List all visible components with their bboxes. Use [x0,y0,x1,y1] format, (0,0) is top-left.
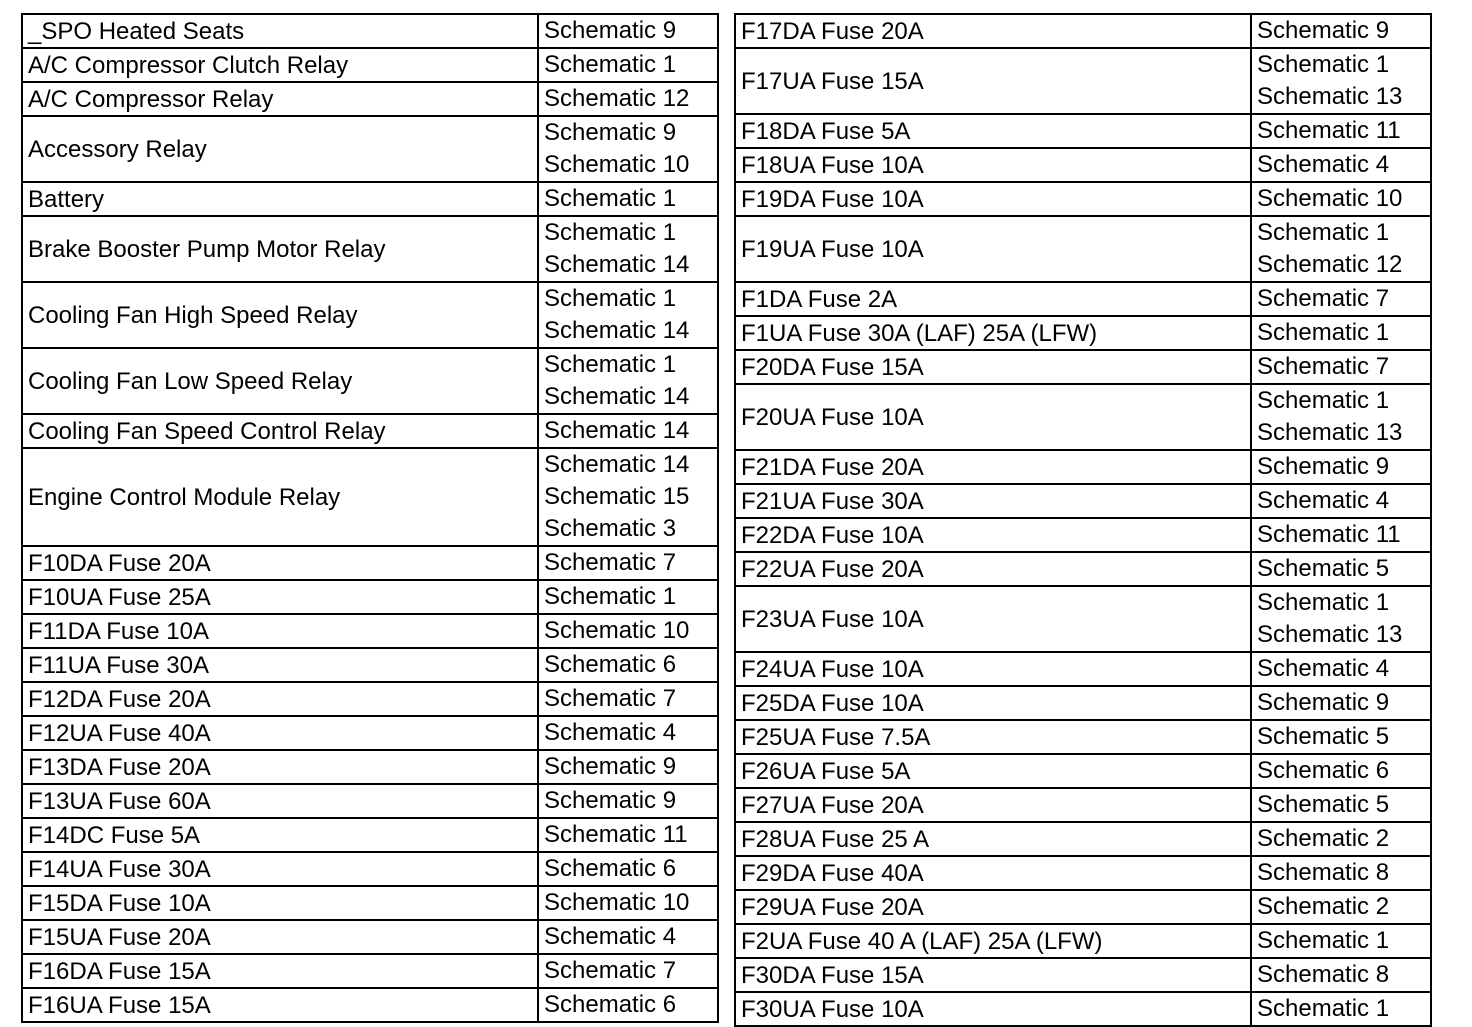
schematic-ref-cell [538,920,718,954]
schematic-ref-cell [1251,484,1431,518]
table-row [735,384,1431,450]
component-name-cell: F14DC Fuse 5A [22,818,538,852]
schematic-ref-cell [538,14,718,48]
schematic-ref: Schematic 3 [544,515,677,542]
schematic-ref: Schematic 1 [1257,589,1390,616]
component-name-cell: F16UA Fuse 15A [22,988,538,1022]
schematic-ref: Schematic 10 [544,617,690,644]
component-name-cell: Battery [22,182,538,216]
schematic-ref-cell [538,648,718,682]
schematic-ref: Schematic 11 [1257,521,1401,548]
schematic-ref-cell [538,954,718,988]
component-name-cell: F2UA Fuse 40 A (LAF) 25A (LFW) [735,924,1251,958]
table-row [735,350,1431,384]
table-row [22,920,718,954]
schematic-ref: Schematic 7 [544,685,677,712]
schematic-ref: Schematic 6 [1257,757,1390,784]
component-name-cell: F19DA Fuse 10A [735,182,1251,216]
schematic-ref-cell [538,750,718,784]
table-row [22,282,718,348]
schematic-ref: Schematic 1 [544,219,677,246]
schematic-ref: Schematic 13 [1257,621,1403,648]
schematic-ref: Schematic 1 [544,185,677,212]
schematic-ref: Schematic 4 [544,719,677,746]
component-name-cell: F25UA Fuse 7.5A [735,720,1251,754]
table-row [22,82,718,116]
schematic-ref-cell [1251,114,1431,148]
schematic-ref: Schematic 12 [1257,251,1403,278]
schematic-ref-cell [538,182,718,216]
table-row [735,586,1431,652]
schematic-ref-cell [1251,720,1431,754]
schematic-ref: Schematic 5 [1257,791,1390,818]
schematic-ref: Schematic 1 [1257,387,1390,414]
schematic-ref: Schematic 6 [544,991,677,1018]
schematic-ref: Schematic 1 [1257,319,1390,346]
schematic-ref-cell [538,448,718,546]
schematic-ref-cell [538,988,718,1022]
table-row [22,988,718,1022]
table-row [735,856,1431,890]
table-row [735,48,1431,114]
component-name-cell: F20DA Fuse 15A [735,350,1251,384]
component-name-cell: F18DA Fuse 5A [735,114,1251,148]
table-row [735,216,1431,282]
schematic-ref-cell [538,716,718,750]
schematic-ref-cell [1251,552,1431,586]
schematic-ref-cell [1251,586,1431,652]
schematic-ref: Schematic 7 [544,957,677,984]
schematic-ref: Schematic 10 [544,889,690,916]
table-row [735,316,1431,350]
component-name-cell: F18UA Fuse 10A [735,148,1251,182]
schematic-ref: Schematic 4 [1257,655,1390,682]
schematic-ref-cell [538,282,718,348]
schematic-ref-cell [1251,216,1431,282]
component-name-cell: F1UA Fuse 30A (LAF) 25A (LFW) [735,316,1251,350]
schematic-ref-cell [538,614,718,648]
table-row [22,448,718,546]
table-row [735,484,1431,518]
schematic-ref: Schematic 4 [544,923,677,950]
schematic-ref: Schematic 10 [544,151,690,178]
table-row [735,148,1431,182]
component-name-cell: F1DA Fuse 2A [735,282,1251,316]
table-row [735,14,1431,48]
table-row [735,552,1431,586]
schematic-ref: Schematic 7 [1257,353,1390,380]
table-row [735,720,1431,754]
component-name-cell: F20UA Fuse 10A [735,384,1251,450]
component-name-cell: F29UA Fuse 20A [735,890,1251,924]
component-name-cell: F21UA Fuse 30A [735,484,1251,518]
component-name-cell: F23UA Fuse 10A [735,586,1251,652]
schematic-ref: Schematic 1 [544,51,677,78]
table-row [22,716,718,750]
table-row [735,686,1431,720]
schematic-ref-cell [1251,924,1431,958]
schematic-ref: Schematic 7 [544,549,677,576]
schematic-ref: Schematic 10 [1257,185,1403,212]
component-name-cell: F17UA Fuse 15A [735,48,1251,114]
schematic-ref: Schematic 1 [1257,927,1390,954]
table-row [22,182,718,216]
table-row [735,518,1431,552]
schematic-ref: Schematic 2 [1257,893,1390,920]
schematic-ref: Schematic 1 [1257,51,1390,78]
schematic-ref: Schematic 14 [544,417,690,444]
schematic-ref: Schematic 15 [544,483,690,510]
component-name-cell: F19UA Fuse 10A [735,216,1251,282]
table-row [22,784,718,818]
table-row [22,216,718,282]
component-name-cell: F24UA Fuse 10A [735,652,1251,686]
schematic-ref-cell [1251,450,1431,484]
schematic-ref-cell [1251,148,1431,182]
schematic-ref-cell [538,886,718,920]
table-row [735,992,1431,1026]
schematic-ref-cell [538,784,718,818]
schematic-ref: Schematic 12 [544,85,690,112]
table-row [735,788,1431,822]
schematic-ref-cell [538,216,718,282]
schematic-ref: Schematic 9 [544,753,677,780]
schematic-ref-cell [538,348,718,414]
schematic-ref: Schematic 13 [1257,419,1403,446]
table-row [735,958,1431,992]
component-name-cell: F13DA Fuse 20A [22,750,538,784]
schematic-ref: Schematic 1 [1257,995,1390,1022]
table-row [22,580,718,614]
schematic-ref: Schematic 14 [544,251,690,278]
schematic-ref: Schematic 7 [1257,285,1390,312]
table-body [22,14,718,1022]
schematic-ref-cell [1251,14,1431,48]
table-row [22,546,718,580]
component-name-cell: F11DA Fuse 10A [22,614,538,648]
schematic-ref: Schematic 9 [544,17,677,44]
table-row [22,348,718,414]
schematic-ref-cell [538,682,718,716]
table-row [22,682,718,716]
schematic-ref-cell [1251,890,1431,924]
table-row [735,652,1431,686]
schematic-ref-cell [1251,958,1431,992]
schematic-ref-cell [538,48,718,82]
schematic-ref: Schematic 13 [1257,83,1403,110]
table-row [22,852,718,886]
component-name-cell: F21DA Fuse 20A [735,450,1251,484]
table-row [735,114,1431,148]
component-name-cell: F27UA Fuse 20A [735,788,1251,822]
schematic-ref: Schematic 1 [544,285,677,312]
component-name-cell: F22UA Fuse 20A [735,552,1251,586]
table-row [22,648,718,682]
schematic-ref: Schematic 14 [544,383,690,410]
schematic-ref: Schematic 14 [544,317,690,344]
schematic-ref-cell [538,580,718,614]
schematic-ref-cell [1251,384,1431,450]
table-row [735,754,1431,788]
schematic-ref: Schematic 4 [1257,151,1390,178]
component-name-cell: F11UA Fuse 30A [22,648,538,682]
table-row [735,924,1431,958]
schematic-ref: Schematic 6 [544,651,677,678]
schematic-ref: Schematic 11 [544,821,688,848]
component-name-cell: Brake Booster Pump Motor Relay [22,216,538,282]
schematic-ref: Schematic 4 [1257,487,1390,514]
component-index-table-left [21,13,719,1023]
schematic-ref: Schematic 14 [544,451,690,478]
schematic-ref-cell [1251,48,1431,114]
component-name-cell: F17DA Fuse 20A [735,14,1251,48]
component-name-cell: F30UA Fuse 10A [735,992,1251,1026]
component-name-cell: F16DA Fuse 15A [22,954,538,988]
table-row [22,48,718,82]
table-row [22,886,718,920]
schematic-ref: Schematic 9 [544,119,677,146]
component-name-cell: F29DA Fuse 40A [735,856,1251,890]
component-name-cell: _SPO Heated Seats [22,14,538,48]
schematic-ref-cell [1251,652,1431,686]
component-name-cell: Cooling Fan High Speed Relay [22,282,538,348]
schematic-ref: Schematic 8 [1257,961,1390,988]
schematic-ref-cell [1251,350,1431,384]
table-row [22,614,718,648]
table-row [22,954,718,988]
component-name-cell: F26UA Fuse 5A [735,754,1251,788]
table-row [22,414,718,448]
component-name-cell: F10UA Fuse 25A [22,580,538,614]
schematic-ref: Schematic 5 [1257,555,1390,582]
component-name-cell: A/C Compressor Relay [22,82,538,116]
schematic-ref: Schematic 6 [544,855,677,882]
component-name-cell: F15DA Fuse 10A [22,886,538,920]
schematic-ref: Schematic 8 [1257,859,1390,886]
table-row [22,116,718,182]
component-name-cell: F22DA Fuse 10A [735,518,1251,552]
component-name-cell: F12DA Fuse 20A [22,682,538,716]
schematic-ref-cell [1251,788,1431,822]
table-row [735,890,1431,924]
component-name-cell: Engine Control Module Relay [22,448,538,546]
table-row [22,818,718,852]
component-name-cell: F15UA Fuse 20A [22,920,538,954]
schematic-ref-cell [1251,856,1431,890]
schematic-ref-cell [538,852,718,886]
schematic-ref-cell [538,116,718,182]
schematic-ref: Schematic 9 [1257,17,1390,44]
component-name-cell: F14UA Fuse 30A [22,852,538,886]
schematic-ref: Schematic 9 [1257,453,1390,480]
component-name-cell: F25DA Fuse 10A [735,686,1251,720]
schematic-ref-cell [1251,822,1431,856]
component-name-cell: A/C Compressor Clutch Relay [22,48,538,82]
component-name-cell: F30DA Fuse 15A [735,958,1251,992]
component-name-cell: F10DA Fuse 20A [22,546,538,580]
component-name-cell: Cooling Fan Speed Control Relay [22,414,538,448]
schematic-ref: Schematic 5 [1257,723,1390,750]
schematic-ref-cell [538,818,718,852]
schematic-ref: Schematic 1 [1257,219,1390,246]
schematic-ref-cell [538,546,718,580]
component-name-cell: F13UA Fuse 60A [22,784,538,818]
schematic-ref: Schematic 1 [544,351,677,378]
schematic-ref: Schematic 2 [1257,825,1390,852]
schematic-ref-cell [538,414,718,448]
table-row [22,14,718,48]
component-name-cell: Accessory Relay [22,116,538,182]
schematic-ref: Schematic 9 [1257,689,1390,716]
schematic-ref-cell [1251,992,1431,1026]
table-row [735,182,1431,216]
schematic-ref: Schematic 11 [1257,117,1401,144]
schematic-ref-cell [1251,686,1431,720]
component-name-cell: F28UA Fuse 25 A [735,822,1251,856]
schematic-ref: Schematic 9 [544,787,677,814]
schematic-ref-cell [1251,182,1431,216]
table-row [735,282,1431,316]
component-index-table-right [734,13,1432,1027]
schematic-ref-cell [1251,282,1431,316]
schematic-ref-cell [1251,316,1431,350]
component-name-cell: Cooling Fan Low Speed Relay [22,348,538,414]
schematic-ref-cell [1251,754,1431,788]
table-row [735,822,1431,856]
schematic-ref-cell [538,82,718,116]
table-row [22,750,718,784]
table-body [735,14,1431,1026]
schematic-ref-cell [1251,518,1431,552]
table-row [735,450,1431,484]
schematic-ref: Schematic 1 [544,583,677,610]
component-name-cell: F12UA Fuse 40A [22,716,538,750]
